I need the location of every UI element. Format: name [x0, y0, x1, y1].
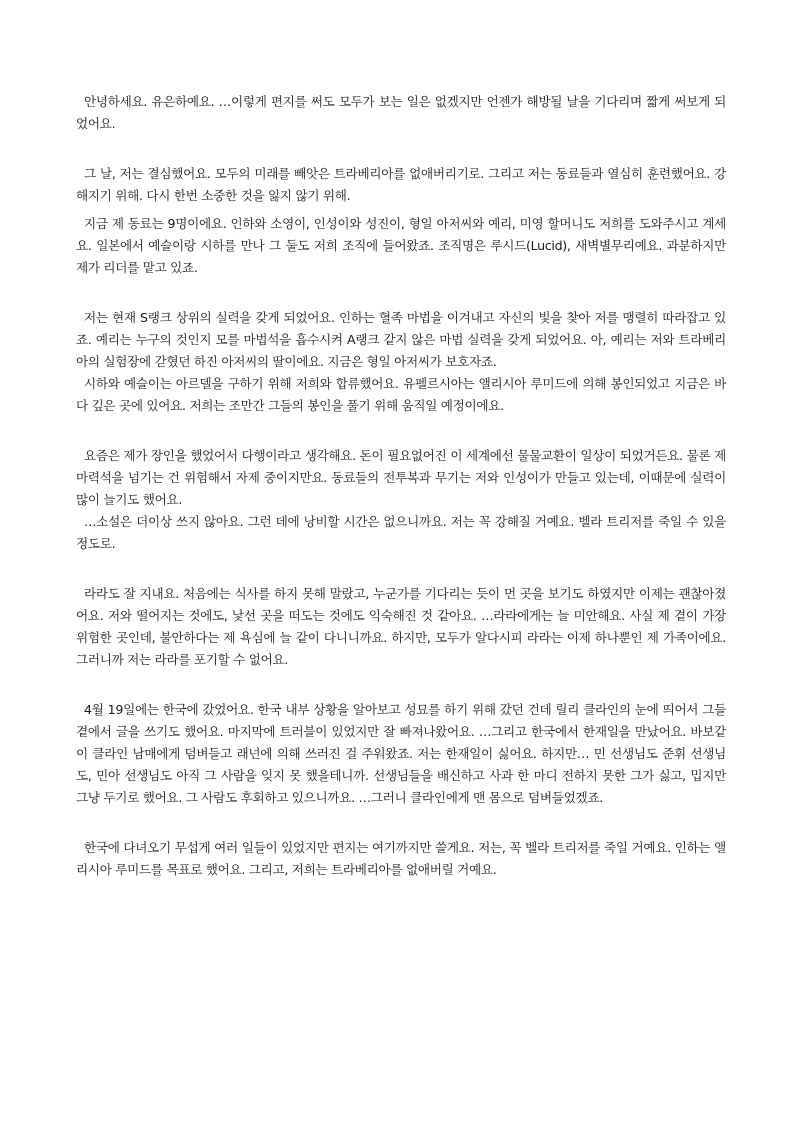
paragraph-spacer — [76, 279, 726, 307]
paragraph-companions: 지금 제 동료는 9명이에요. 인하와 소영이, 인성이와 성진이, 형일 아저씨와 예리, 미영 할머니도 저희를 도와주시고 계세요. 일본에서 예슬이랑 시하를 만나 그 둘도 저희 조직에 들어왔죠. 조직명은 루시드(Lucid), 새벽별무리예요. 과분하지만 제가 리더를 맡고 있죠. — [76, 216, 726, 275]
paragraph-spacer — [76, 809, 726, 837]
paragraph-closing: 한국에 다녀오기 무섭게 여러 일들이 있었지만 편지는 여기까지만 쓸게요. 저는, 꼭 벨라 트리저를 죽일 거예요. 인하는 앨리시아 루미드를 목표로 했어요. 그리고, 저희는 트라베리아를 없애버릴 거예요. — [76, 840, 726, 877]
paragraph-lara: 라라도 잘 지내요. 처음에는 식사를 하지 못해 말랐고, 누군가를 기다리는 듯이 먼 곳을 보기도 하였지만 이제는 괜찮아졌어요. 저와 떨어지는 것에도, 낯선 곳을 떠도는 것에도 익숙해진 것 같아요. …라라에게는 늘 미안해요. 사실 제 곁이 가장 위험한 곳인데, 불안하다는 제 욕심에 늘 같이 다니니까요. 하지만, 모두가 알다시피 라라는 이제 하나뿐인 제 가족이에요. 그러니까 저는 라라를 포기할 수 없어요. — [76, 586, 726, 667]
paragraph-korea-visit: 4월 19일에는 한국에 갔었어요. 한국 내부 상황을 알아보고 성묘를 하기 위해 갔던 건데 릴리 클라인의 눈에 띄어서 그들 곁에서 글을 쓰기도 했어요. 마지막에 트러블이 있었지만 잘 빠져나왔어요. …그리고 한국에서 한재일을 만났어요. 바보같이 클라인 남매에게 덤벼들고 래넌에 의해 쓰러진 걸 주워왔죠. 저는 한재일이 싫어요. 하지만… 민 선생님도 준휘 선생님도, 민아 선생님도 아직 그 사람을 잊지 못 했을테니까. 선생님들을 배신하고 사과 한 마디 전하지 못한 그가 싫고, 밉지만 그냥 두기로 했어요. 그 사람도 후회하고 있으니까요. …그러니 클라인에게 맨 몸으로 덤벼들었겠죠. — [76, 702, 726, 805]
paragraph-resolution: 그 날, 저는 결심했어요. 모두의 미래를 빼앗은 트라베리아를 없애버리기로. 그리고 저는 동료들과 열심히 훈련했어요. 강해지기 위해. 다시 한번 소중한 것을 잃지 않기 위해. — [76, 166, 726, 203]
paragraph-novel: …소설은 더이상 쓰지 않아요. 그런 데에 낭비할 시간은 없으니까요. 저는 꼭 강해질 거예요. 벨라 트리저를 죽일 수 있을 정도로. — [76, 514, 726, 551]
paragraph-greeting: 안녕하세요. 유은하예요. …이렇게 편지를 써도 모두가 보는 일은 없겠지만 언젠가 해방될 날을 기다리며 짧게 써보게 되었어요. — [76, 94, 726, 131]
paragraph-strength: 저는 현재 S랭크 상위의 실력을 갖게 되었어요. 인하는 혈족 마법을 이겨내고 자신의 빛을 찾아 저를 맹렬히 따라잡고 있죠. 예리는 누구의 것인지 모를 마법석을 흡수시켜 A랭크 같지 않은 마법 실력을 갖게 되었어요. 아, 예리는 저와 트라베리아의 실험장에 갇혔던 하진 아저씨의 딸이에요. 지금은 형일 아저씨가 보호자죠. — [76, 310, 726, 369]
paragraph-crafting: 요즘은 제가 장인을 했었어서 다행이라고 생각해요. 돈이 필요없어진 이 세계에선 물물교환이 일상이 되었거든요. 물론 제 마력석을 넘기는 건 위험해서 자제 중이지만요. 동료들의 전투복과 무기는 저와 인성이가 만들고 있는데, 이때문에 실력이 많이 늘기도 했어요. — [76, 448, 726, 507]
paragraph-spacer — [76, 135, 726, 163]
paragraph-spacer — [76, 555, 726, 583]
paragraph-spacer — [76, 671, 726, 699]
paragraph-seal: 시하와 예슬이는 아르델을 구하기 위해 저희와 합류했어요. 유펠르시아는 앨리시아 루미드에 의해 봉인되었고 지금은 바다 깊은 곳에 있어요. 저희는 조만간 그들의 봉인을 풀기 위해 움직일 예정이에요. — [76, 376, 726, 413]
letter-document — [76, 91, 726, 881]
paragraph-spacer — [76, 417, 726, 445]
